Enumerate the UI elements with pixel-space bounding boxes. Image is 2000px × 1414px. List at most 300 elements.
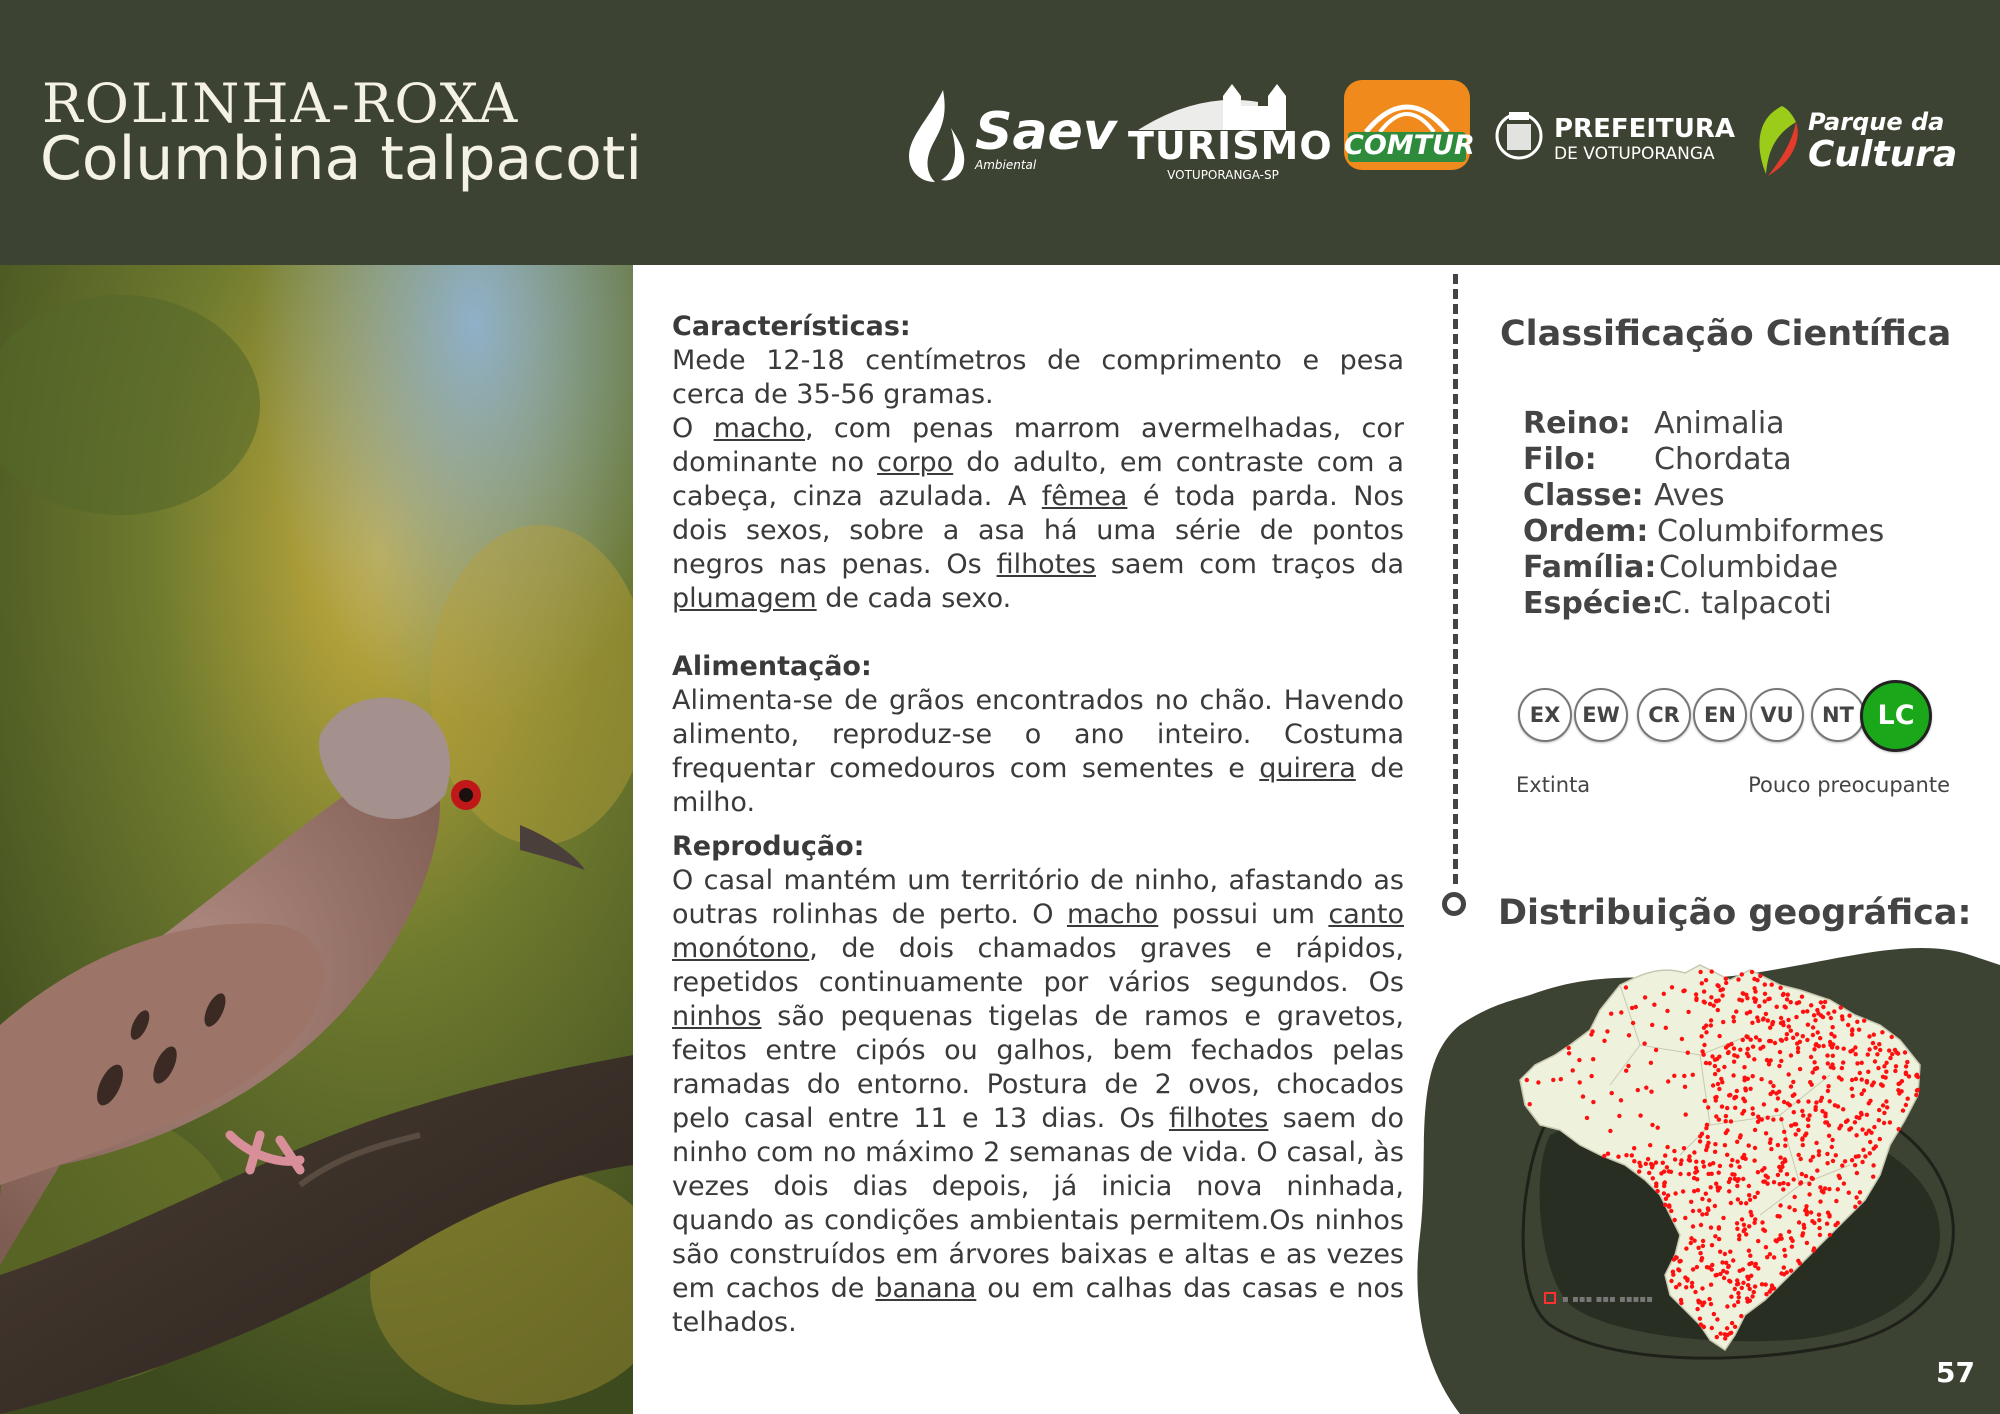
occurrence-point [1631,1021,1635,1025]
occurrence-point [1862,1019,1866,1023]
occurrence-point [1790,1245,1794,1249]
occurrence-point [1831,1159,1835,1163]
occurrence-point [1914,1074,1918,1078]
occurrence-point [1745,1297,1749,1301]
occurrence-point [1664,1026,1668,1030]
occurrence-point [1806,1099,1810,1103]
occurrence-point [1647,1171,1651,1175]
caracteristicas-text-7: de cada sexo. [816,583,1012,614]
occurrence-point [1809,1158,1813,1162]
occurrence-point [1754,997,1758,1001]
occurrence-point [1536,1080,1540,1084]
occurrence-point [1718,1250,1722,1254]
occurrence-point [1634,1005,1638,1009]
occurrence-point [1777,1237,1781,1241]
occurrence-point [1708,1061,1712,1065]
occurrence-point [1860,1127,1864,1131]
occurrence-point [1825,1152,1829,1156]
occurrence-point [1844,1120,1848,1124]
occurrence-point [1894,1064,1898,1068]
occurrence-point [1901,1108,1905,1112]
occurrence-point [1860,1160,1864,1164]
occurrence-point [1791,1080,1795,1084]
occurrence-point [1732,1053,1736,1057]
occurrence-point [1720,993,1724,997]
occurrence-point [1745,1035,1749,1039]
occurrence-point [1888,1120,1892,1124]
occurrence-point [1725,1326,1729,1330]
bird-photo [0,265,633,1414]
occurrence-point [1833,1223,1837,1227]
occurrence-point [1738,1135,1742,1139]
reproducao-text-4: são pequenas tigelas de ramos e gravetos, feitos entre cipós ou galhos, bem fechados pelas ramadas do entorno. Postura de 2 ovos, chocados pelo casal entre 11 e 13 dias. Os [672,1001,1404,1134]
occurrence-point [1626,1064,1630,1068]
occurrence-point [1805,1009,1809,1013]
occurrence-point [1699,1322,1703,1326]
occurrence-point [1783,1254,1787,1258]
occurrence-point [1831,1054,1835,1058]
occurrence-point [1800,1136,1804,1140]
occurrence-point [1860,1061,1864,1065]
occurrence-point [1716,1082,1720,1086]
occurrence-point [1756,1170,1760,1174]
occurrence-point [1825,1053,1829,1057]
occurrence-point [1709,995,1713,999]
occurrence-point [1651,1176,1655,1180]
occurrence-point [1841,1060,1845,1064]
occurrence-point [1729,1119,1733,1123]
occurrence-point [1787,1072,1791,1076]
occurrence-point [1722,1065,1726,1069]
occurrence-point [1632,1159,1636,1163]
occurrence-point [1854,1077,1858,1081]
caracteristicas-text-5: é toda parda. Nos dois sexos, sobre a asa há uma série de pontos negros nas penas. Os [672,481,1404,580]
occurrence-point [1672,1257,1676,1261]
occurrence-point [1785,1172,1789,1176]
common-name-title: ROLINHA-ROXA [42,72,520,135]
occurrence-point [1723,1332,1727,1336]
occurrence-point [1804,1208,1808,1212]
occurrence-point [1739,1201,1743,1205]
occurrence-point [1865,1079,1869,1083]
occurrence-point [1617,1114,1621,1118]
occurrence-point [1723,1336,1727,1340]
occurrence-point [1713,1234,1717,1238]
occurrence-point [1644,1086,1648,1090]
classification-title: Classificação Científica [1500,314,1952,354]
occurrence-point [1825,1222,1829,1226]
occurrence-point [1728,1177,1732,1181]
occurrence-point [1756,1266,1760,1270]
occurrence-point [1820,1096,1824,1100]
occurrence-point [1735,1089,1739,1093]
occurrence-point [1830,1138,1834,1142]
occurrence-point [1619,1010,1623,1014]
caracteristicas-text-3: , com penas marrom avermelhadas, cor dominante no [672,413,1404,478]
occurrence-point [1828,1043,1832,1047]
occurrence-point [1814,1066,1818,1070]
reproducao-text-5: saem do ninho com no máximo 2 semanas de vida. O casal, às vezes dois dias depois, já inicia nova ninhada, quando as condições ambientais permitem.Os ninhos são construídos em árvores baixas e altas e as vezes em cachos de [672,1103,1405,1304]
occurrence-point [1696,1246,1700,1250]
occurrence-point [1694,992,1698,996]
occurrence-point [1874,1144,1878,1148]
occurrence-point [1795,1032,1799,1036]
occurrence-point [1673,1157,1677,1161]
occurrence-point [1624,1069,1628,1073]
occurrence-point [1872,1080,1876,1084]
occurrence-point [1740,972,1744,976]
occurrence-point [1716,1008,1720,1012]
occurrence-point [1710,1054,1714,1058]
occurrence-point [1735,1221,1739,1225]
occurrence-point [1690,1281,1694,1285]
occurrence-point [1793,1208,1797,1212]
occurrence-point [1798,1040,1802,1044]
occurrence-point [1698,1251,1702,1255]
occurrence-point [1751,1112,1755,1116]
occurrence-point [1748,1198,1752,1202]
occurrence-point [1765,1255,1769,1259]
occurrence-point [1801,1113,1805,1117]
occurrence-point [1878,1048,1882,1052]
water-drop-icon [905,88,975,183]
occurrence-point [1776,1143,1780,1147]
occurrence-point [1736,977,1740,981]
occurrence-point [1850,1158,1854,1162]
occurrence-point [1798,1067,1802,1071]
occurrence-point [1868,1140,1872,1144]
occurrence-point [1731,1073,1735,1077]
occurrence-point [1827,1187,1831,1191]
occurrence-point [1756,1191,1760,1195]
macho-link-2: macho [1066,899,1159,930]
occurrence-point [1700,1132,1704,1136]
occurrence-point [1848,1049,1852,1053]
occurrence-point [1753,1217,1757,1221]
occurrence-point [1720,1260,1724,1264]
occurrence-point [1747,1193,1751,1197]
occurrence-point [1744,1232,1748,1236]
occurrence-point [1710,969,1714,973]
occurrence-point [1812,1221,1816,1225]
occurrence-point [1887,1048,1891,1052]
occurrence-point [1846,1023,1850,1027]
occurrence-point [1876,1066,1880,1070]
occurrence-point [1832,1009,1836,1013]
occurrence-point [1877,1108,1881,1112]
occurrence-point [1718,1331,1722,1335]
occurrence-point [1673,1191,1677,1195]
occurrence-point [1683,1216,1687,1220]
occurrence-point [1662,992,1666,996]
occurrence-point [1702,989,1706,993]
occurrence-point [1903,1050,1907,1054]
occurrence-point [1682,1146,1686,1150]
iucn-en-badge: EN [1693,688,1747,742]
occurrence-point [1800,995,1804,999]
occurrence-point [1737,1165,1741,1169]
occurrence-point [1830,1145,1834,1149]
classification-value: Columbiformes [1657,514,1885,549]
occurrence-point [1812,1013,1816,1017]
occurrence-point [1778,1214,1782,1218]
occurrence-point [1699,1223,1703,1227]
occurrence-point [1826,1061,1830,1065]
occurrence-point [1756,1120,1760,1124]
occurrence-point [1656,1126,1660,1130]
occurrence-point [1725,1128,1729,1132]
occurrence-point [1652,1003,1656,1007]
occurrence-point [1624,1153,1628,1157]
occurrence-point [1797,1220,1801,1224]
occurrence-point [1877,1042,1881,1046]
occurrence-point [1777,1064,1781,1068]
occurrence-point [1815,1168,1819,1172]
occurrence-point [1715,1317,1719,1321]
occurrence-point [1743,1076,1747,1080]
occurrence-point [1707,1265,1711,1269]
occurrence-point [1809,1003,1813,1007]
occurrence-point [1811,1025,1815,1029]
occurrence-point [1686,1051,1690,1055]
occurrence-point [1837,1174,1841,1178]
occurrence-point [1789,1029,1793,1033]
occurrence-point [1792,1110,1796,1114]
occurrence-point [1691,1209,1695,1213]
legend-text-illegible: ▪ ▪▪▪ ▪▪▪ ▪▪▪▪▪ [1562,1294,1653,1305]
occurrence-point [1826,1011,1830,1015]
occurrence-point [1753,1195,1757,1199]
occurrence-point [1742,1223,1746,1227]
plumagem-link: plumagem [672,583,817,614]
occurrence-point [1630,1006,1634,1010]
occurrence-point [1884,1070,1888,1074]
occurrence-point [1817,1044,1821,1048]
occurrence-point [1672,1074,1676,1078]
caracteristicas-text-4: do adulto, em contraste com a cabeça, cinza azulada. A [672,447,1404,512]
occurrence-point [1682,1074,1686,1078]
occurrence-point [1684,1246,1688,1250]
occurrence-point [1760,1220,1764,1224]
occurrence-point [1669,1279,1673,1283]
occurrence-point [1750,1021,1754,1025]
classification-value: Chordata [1654,442,1792,477]
occurrence-point [1821,1044,1825,1048]
occurrence-point [1698,1139,1702,1143]
iucn-ex-badge: EX [1518,688,1572,742]
occurrence-point [1890,1035,1894,1039]
occurrence-point [1643,995,1647,999]
occurrence-point [1738,1048,1742,1052]
reproducao-text-3: , de dois chamados graves e rápidos, repetidos continuamente por vários segundos. Os [672,933,1404,998]
occurrence-point [1723,1143,1727,1147]
occurrence-point [1825,1120,1829,1124]
caracteristicas-text-2: O [672,413,714,444]
occurrence-point [1904,1103,1908,1107]
occurrence-point [1802,1223,1806,1227]
parque-cultura-logo [1752,104,1962,179]
occurrence-point [1707,1297,1711,1301]
occurrence-point [1888,1056,1892,1060]
occurrence-point [1724,1045,1728,1049]
occurrence-point [1796,1259,1800,1263]
occurrence-point [1766,997,1770,1001]
page-number: 57 [1936,1356,1975,1389]
occurrence-point [1665,1145,1669,1149]
occurrence-point [1853,1120,1857,1124]
occurrence-point [1739,1314,1743,1318]
occurrence-point [1727,1189,1731,1193]
occurrence-point [1800,1109,1804,1113]
occurrence-point [1695,1307,1699,1311]
occurrence-point [1665,1009,1669,1013]
occurrence-point [1831,1025,1835,1029]
header-bar [0,0,2000,265]
occurrence-point [1818,1233,1822,1237]
occurrence-point [1781,992,1785,996]
occurrence-point [1855,1115,1859,1119]
occurrence-point [1715,1273,1719,1277]
occurrence-point [1827,1213,1831,1217]
occurrence-point [1890,1052,1894,1056]
occurrence-point [1834,1153,1838,1157]
occurrence-point [1767,1062,1771,1066]
occurrence-point [1684,1285,1688,1289]
occurrence-point [1766,1116,1770,1120]
occurrence-point [1799,1157,1803,1161]
occurrence-point [1730,1172,1734,1176]
occurrence-point [1772,1180,1776,1184]
occurrence-point [1736,1177,1740,1181]
occurrence-point [1860,1092,1864,1096]
occurrence-point [1608,1129,1612,1133]
city-crest-icon [1494,108,1544,164]
occurrence-point [1806,1117,1810,1121]
occurrence-point [1684,1112,1688,1116]
occurrence-point [1769,1039,1773,1043]
occurrence-point [1703,1099,1707,1103]
classification-value: Animalia [1654,406,1785,441]
occurrence-point [1627,1033,1631,1037]
occurrence-point [1867,1034,1871,1038]
occurrence-point [1850,1027,1854,1031]
occurrence-point [1649,1061,1653,1065]
occurrence-point [1693,1290,1697,1294]
occurrence-point [1644,1162,1648,1166]
occurrence-point [1687,1172,1691,1176]
occurrence-point [1770,1022,1774,1026]
occurrence-point [1681,1189,1685,1193]
occurrence-point [1779,1016,1783,1020]
occurrence-point [1897,1127,1901,1131]
occurrence-point [1709,1283,1713,1287]
occurrence-point [1785,997,1789,1001]
occurrence-point [1735,1227,1739,1231]
occurrence-point [1792,1177,1796,1181]
alimentacao-text-1: Alimenta-se de grãos encontrados no chão. Havendo alimento, reproduz-se o ano inteiro. Costuma frequentar comedouros com sementes e [672,685,1404,784]
occurrence-point [1701,1160,1705,1164]
occurrence-point [1724,1119,1728,1123]
occurrence-point [1741,1038,1745,1042]
occurrence-point [1842,1181,1846,1185]
occurrence-point [1700,1197,1704,1201]
occurrence-point [1717,1171,1721,1175]
occurrence-point [1702,1043,1706,1047]
occurrence-point [1789,1053,1793,1057]
occurrence-point [1858,1190,1862,1194]
occurrence-point [1669,1170,1673,1174]
occurrence-point [1731,1015,1735,1019]
occurrence-point [1805,1241,1809,1245]
occurrence-point [1602,1154,1606,1158]
occurrence-point [1804,1174,1808,1178]
occurrence-point [1800,1172,1804,1176]
occurrence-point [1676,1267,1680,1271]
macho-link: macho [713,413,805,444]
filhotes-link-2: filhotes [1168,1103,1269,1134]
occurrence-point [1713,1150,1717,1154]
occurrence-point [1559,1077,1563,1081]
occurrence-point [1787,1205,1791,1209]
occurrence-point [1818,1199,1822,1203]
classification-key: Família: [1523,550,1657,585]
occurrence-point [1764,1282,1768,1286]
occurrence-point [1822,1075,1826,1079]
occurrence-point [1692,1176,1696,1180]
occurrence-point [1871,1163,1875,1167]
occurrence-point [1724,981,1728,985]
occurrence-point [1873,1046,1877,1050]
occurrence-point [1840,1017,1844,1021]
classification-key: Classe: [1523,478,1644,513]
occurrence-point [1706,1206,1710,1210]
occurrence-point [1871,1041,1875,1045]
occurrence-point [1801,1010,1805,1014]
dashed-divider [1453,274,1458,884]
occurrence-point [1650,1165,1654,1169]
occurrence-point [1630,1153,1634,1157]
occurrence-point [1750,1106,1754,1110]
femea-link: fêmea [1041,481,1128,512]
occurrence-point [1858,1071,1862,1075]
occurrence-point [1686,1010,1690,1014]
occurrence-point [1654,1048,1658,1052]
occurrence-point [1725,1270,1729,1274]
occurrence-point [1741,1177,1745,1181]
occurrence-point [1724,1114,1728,1118]
occurrence-point [1705,1144,1709,1148]
distribution-title: Distribuição geográfica: [1498,893,1972,933]
occurrence-point [1783,1004,1787,1008]
iucn-lc-badge-current: LC [1860,680,1932,752]
saev-logo-name: Saev [975,102,1117,162]
canto-link: canto monótono [672,899,1404,964]
occurrence-point [1851,1094,1855,1098]
occurrence-point [1850,1087,1854,1091]
occurrence-point [1797,1153,1801,1157]
occurrence-point [1827,1134,1831,1138]
occurrence-point [1585,1116,1589,1120]
occurrence-point [1837,1126,1841,1130]
occurrence-point [1839,1077,1843,1081]
occurrence-point [1776,1096,1780,1100]
occurrence-point [1730,1158,1734,1162]
ninhos-link: ninhos [672,1001,762,1032]
occurrence-point [1551,1078,1555,1082]
occurrence-point [1729,1042,1733,1046]
occurrence-point [1854,1133,1858,1137]
occurrence-point [1762,1102,1766,1106]
